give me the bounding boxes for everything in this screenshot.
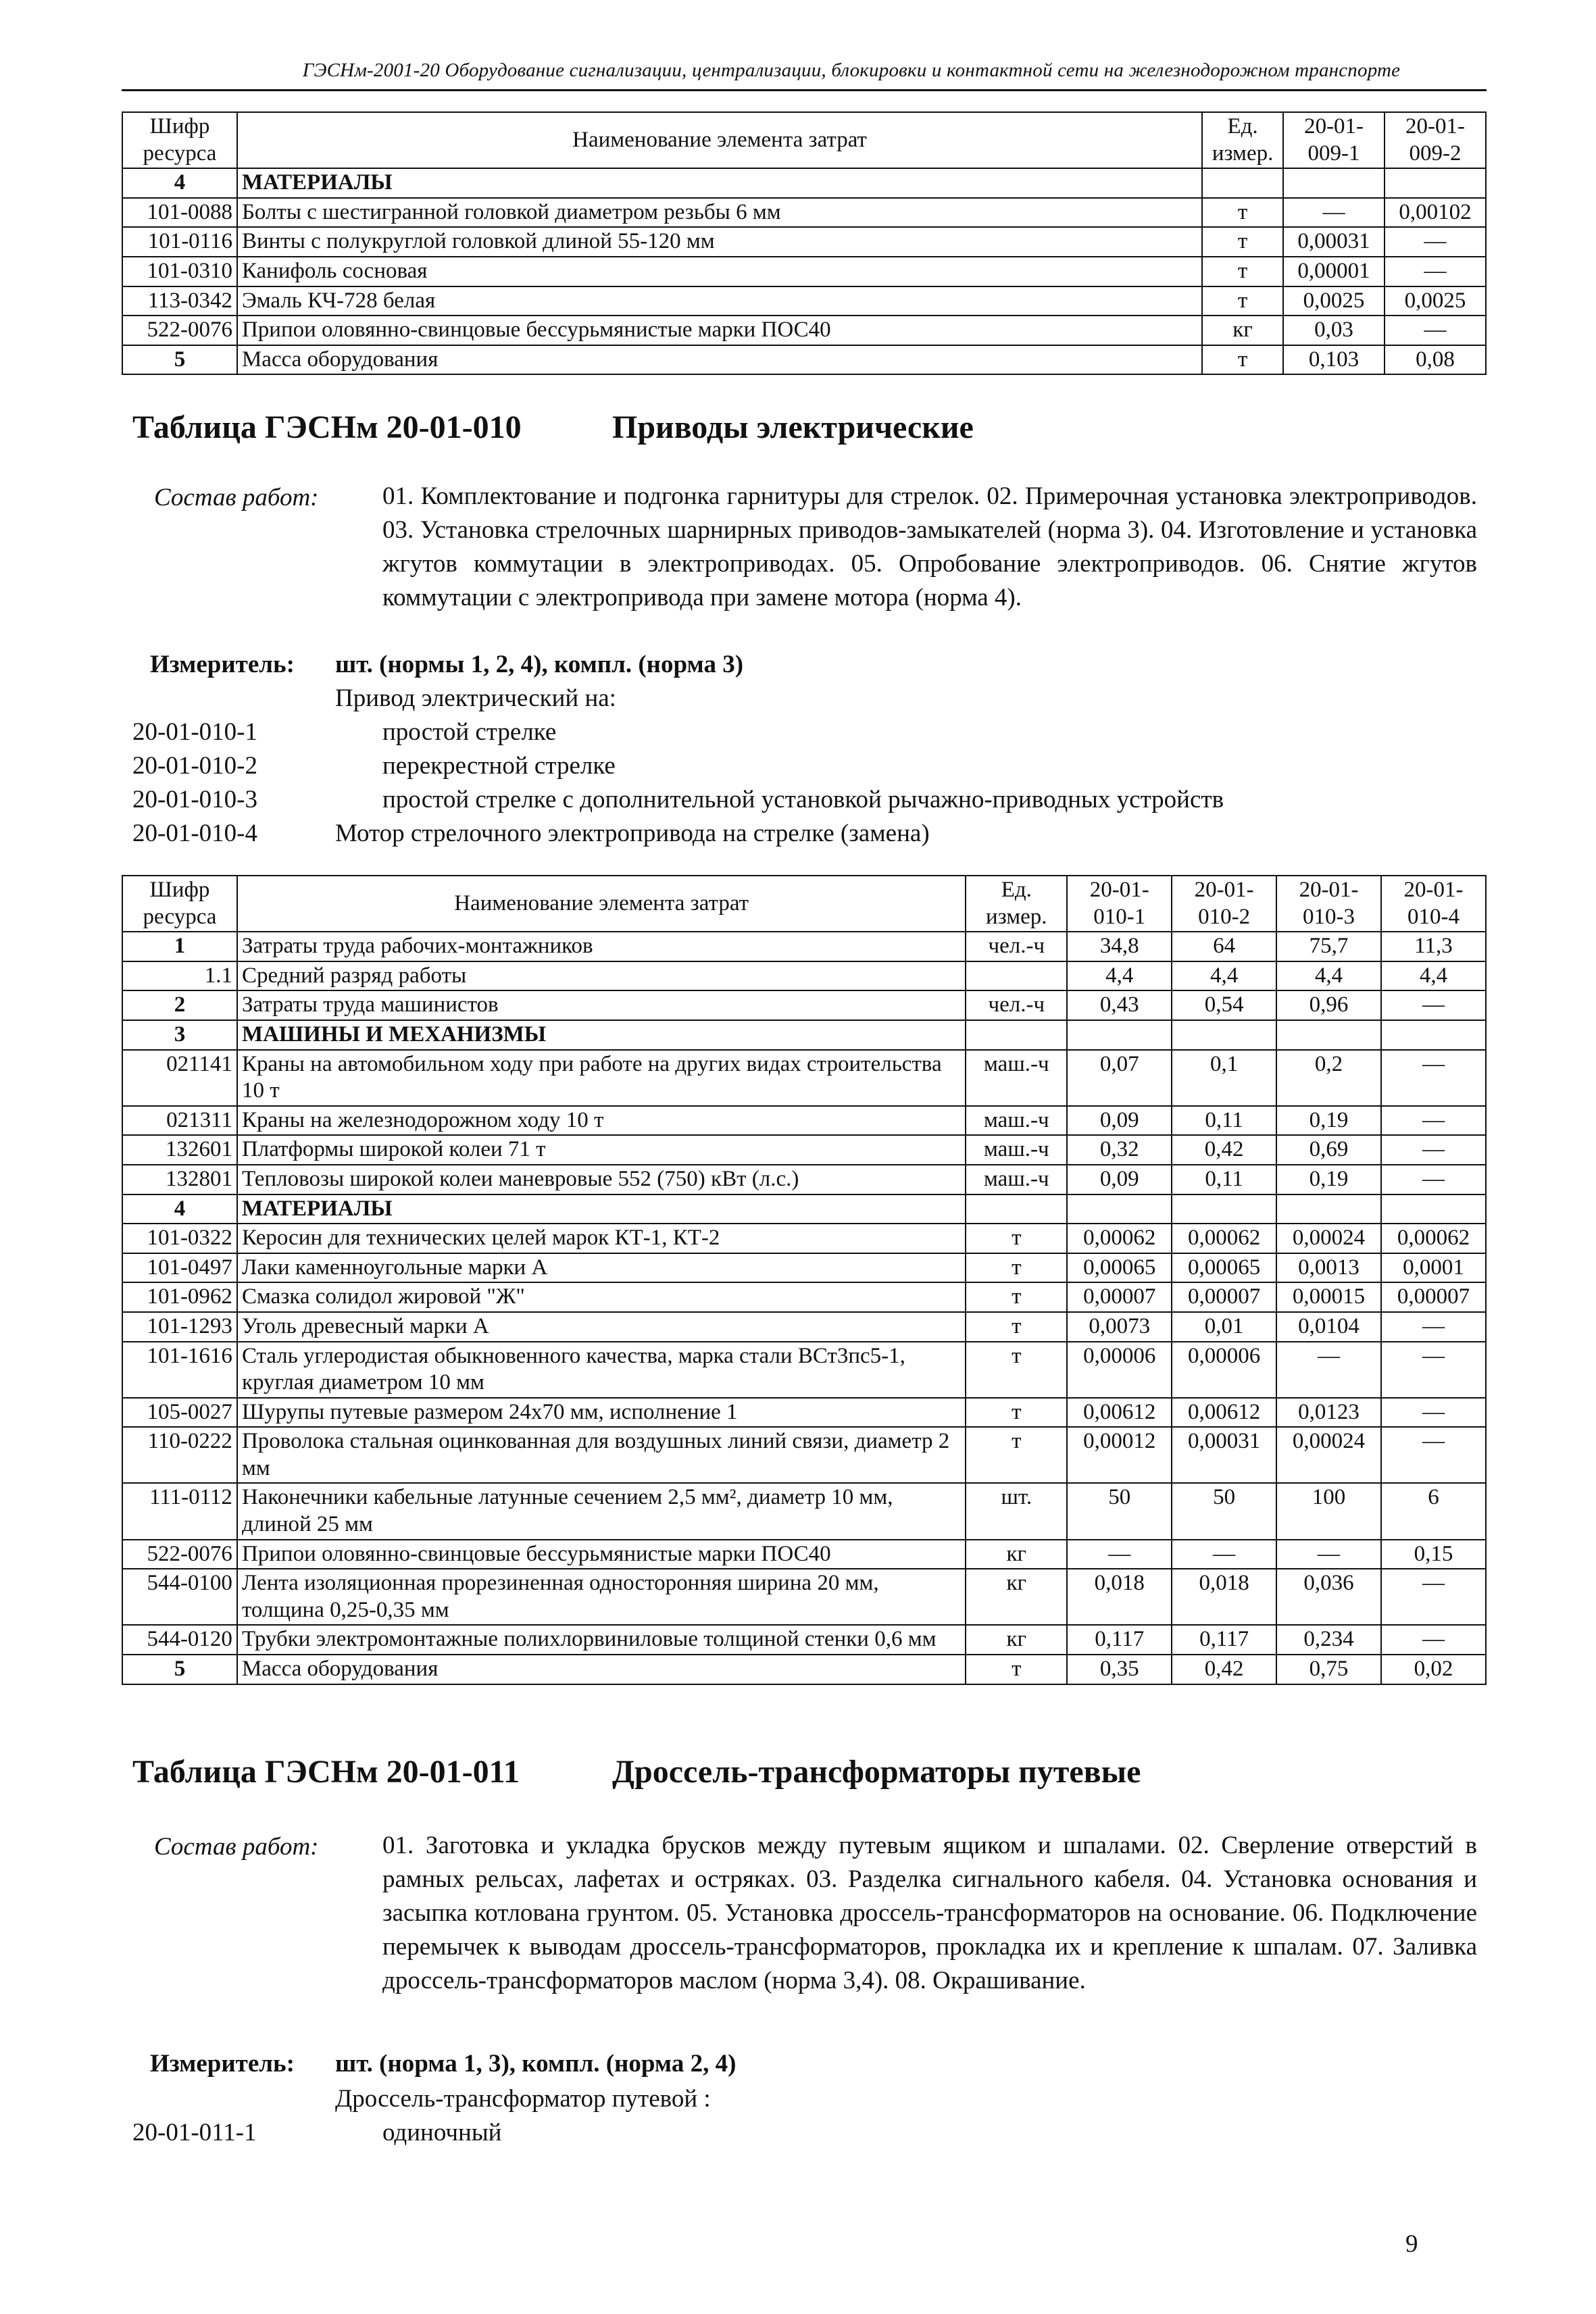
resource-code: 101-1293 [122,1312,237,1342]
norm-value: 0,103 [1283,345,1385,375]
norm-code: 20-01-010-3 [132,786,257,813]
norm-value: — [1276,1342,1381,1398]
norm-value: 0,00007 [1172,1282,1276,1312]
resource-code: 2 [122,990,237,1020]
norm-value: 0,0013 [1276,1253,1381,1283]
table-row [122,316,1486,345]
table-section-row [122,1194,1486,1224]
norm-value: 0,32 [1067,1135,1172,1165]
header-name: Наименование элемента затрат [237,112,1202,168]
norm-value: 0,117 [1172,1625,1276,1655]
norm-value: — [1381,1569,1486,1625]
unit-cell [966,1020,1067,1050]
work-composition-text: 01. Заготовка и укладка брусков между путевым ящиком и шпалами. 02. Сверление отверстий в рамных рельсах, лафетах и остряках. 03. Разделка сигнального кабеля. 04. Установка основания и засыпка котлована грунтом. 05. Установка дроссель-трансформаторов на основание. 06. Подключение перемычек к выводам дроссель-трансформаторов, прокладка их и крепление к шпалам. 07. Заливка дроссель-трансформаторов маслом (норма 3,4). 08. Окрашивание. [382,1832,1477,1994]
norm-value: 0,00102 [1385,198,1486,228]
resource-code: 132601 [122,1135,237,1165]
norm-value: 0,00006 [1172,1342,1276,1398]
header-unit: Ед. измер. [1202,112,1283,168]
norm-value [1276,1194,1381,1224]
resource-code: 5 [122,1655,237,1684]
measure-label: Измеритель: [150,651,295,678]
resource-code: 105-0027 [122,1398,237,1428]
norm-value [1172,1194,1276,1224]
norm-value: — [1381,1106,1486,1136]
norm-value: 0,69 [1276,1135,1381,1165]
norm-value: 0,0025 [1385,286,1486,316]
resource-code: 113-0342 [122,286,237,316]
cost-element-name: МАШИНЫ И МЕХАНИЗМЫ [237,1020,966,1050]
norm-value: 0,00065 [1067,1253,1172,1283]
norm-value: — [1381,1135,1486,1165]
resource-table-010 [122,875,1487,1685]
cost-element-name: Трубки электромонтажные полихлорвиниловые толщиной стенки 0,6 мм [237,1625,966,1655]
header-code: Шифр ресурса [122,112,237,168]
norm-value: 75,7 [1276,932,1381,961]
norm-value: 0,08 [1385,345,1486,375]
norm-value: 0,00012 [1067,1427,1172,1483]
norm-value: 0,00612 [1067,1398,1172,1428]
unit-cell: т [966,1224,1067,1253]
work-composition-label: Состав работ: [154,484,319,511]
header-unit: Ед. измер. [966,876,1067,932]
norm-value: — [1381,1398,1486,1428]
norm-value: 50 [1067,1483,1172,1539]
norm-value: 0,07 [1067,1050,1172,1106]
cost-element-name: Эмаль КЧ-728 белая [237,286,1202,316]
norm-value: 0,234 [1276,1625,1381,1655]
running-head: ГЭСНм-2001-20 Оборудование сигнализации, централизации, блокировки и контактной сети на железнодорожном транспорте [302,59,1401,81]
unit-cell: т [966,1398,1067,1428]
resource-code: 101-0088 [122,198,237,228]
cost-element-name: Средний разряд работы [237,961,966,991]
norm-value: — [1381,1050,1486,1106]
table-row [122,1165,1486,1194]
unit-cell: т [966,1427,1067,1483]
norm-value: 0,00006 [1067,1342,1172,1398]
table-row [122,1342,1486,1398]
unit-cell: кг [966,1625,1067,1655]
unit-cell [1202,168,1283,198]
unit-cell [966,1194,1067,1224]
cost-element-name: Уголь древесный марки А [237,1312,966,1342]
norm-code: 20-01-010-1 [132,718,257,746]
header-rule [122,89,1487,91]
norm-value: 0,19 [1276,1106,1381,1136]
resource-code: 021311 [122,1106,237,1136]
norm-value: 6 [1381,1483,1486,1539]
cost-element-name: Болты с шестигранной головкой диаметром резьбы 6 мм [237,198,1202,228]
header-norm-col: 20-01-010-1 [1067,876,1172,932]
resource-code: 4 [122,1194,237,1224]
norm-value: 0,00015 [1276,1282,1381,1312]
resource-code: 1 [122,932,237,961]
norm-value: 4,4 [1381,961,1486,991]
unit-cell: маш.-ч [966,1165,1067,1194]
norm-value: — [1283,198,1385,228]
norm-text: простой стрелке с дополнительной установкой рычажно-приводных устройств [382,786,1224,813]
resource-code: 101-0310 [122,257,237,286]
resource-code: 132801 [122,1165,237,1194]
table-section-row [122,1020,1486,1050]
norm-intro: Дроссель-трансформатор путевой : [335,2085,711,2113]
table-row [122,227,1486,257]
norm-value [1067,1020,1172,1050]
norm-value: 0,036 [1276,1569,1381,1625]
norm-value: 0,00065 [1172,1253,1276,1283]
unit-cell: маш.-ч [966,1106,1067,1136]
table-header-row [122,876,1486,932]
norm-value: — [1381,1165,1486,1194]
norm-value: 100 [1276,1483,1381,1539]
unit-cell: т [966,1312,1067,1342]
norm-value: 0,00031 [1172,1427,1276,1483]
table-row [122,990,1486,1020]
norm-value: 0,00062 [1381,1224,1486,1253]
norm-intro: Привод электрический на: [335,684,616,712]
unit-cell: шт. [966,1483,1067,1539]
measure-text: шт. (нормы 1, 2, 4), компл. (норма 3) [335,651,744,678]
norm-value: — [1381,1427,1486,1483]
norm-value: 0,018 [1067,1569,1172,1625]
table-row [122,257,1486,286]
cost-element-name: Краны на железнодорожном ходу 10 т [237,1106,966,1136]
norm-value: 0,00007 [1067,1282,1172,1312]
norm-value: 64 [1172,932,1276,961]
norm-value: 34,8 [1067,932,1172,961]
unit-cell: кг [966,1540,1067,1569]
norm-code: 20-01-010-4 [132,820,257,847]
norm-value: 0,2 [1276,1050,1381,1106]
norm-value: — [1172,1540,1276,1569]
cost-element-name: Затраты труда рабочих-монтажников [237,932,966,961]
table-row [122,1483,1486,1539]
norm-value: 0,0001 [1381,1253,1486,1283]
cost-element-name: Масса оборудования [237,345,1202,375]
resource-code: 4 [122,168,237,198]
table-row [122,286,1486,316]
table-section-row [122,168,1486,198]
header-name: Наименование элемента затрат [237,876,966,932]
resource-code: 544-0120 [122,1625,237,1655]
unit-cell: т [1202,345,1283,375]
norm-value: 0,02 [1381,1655,1486,1684]
resource-code: 522-0076 [122,1540,237,1569]
norm-value: 0,42 [1172,1135,1276,1165]
norm-code: 20-01-010-2 [132,752,257,780]
resource-code: 5 [122,345,237,375]
norm-text: простой стрелке [382,718,557,746]
cost-element-name: Винты с полукруглой головкой длиной 55-120 мм [237,227,1202,257]
table-number: Таблица ГЭСНм 20-01-010 [132,409,522,445]
unit-cell: т [1202,227,1283,257]
header-norm-col: 20-01-010-4 [1381,876,1486,932]
norm-value: 0,43 [1067,990,1172,1020]
unit-cell: чел.-ч [966,932,1067,961]
header-norm-col: 20-01-010-3 [1276,876,1381,932]
cost-element-name: Смазка солидол жировой "Ж" [237,1282,966,1312]
norm-value: — [1381,1625,1486,1655]
cost-element-name: Лаки каменноугольные марки А [237,1253,966,1283]
norm-value [1385,168,1486,198]
table-row [122,1106,1486,1136]
norm-value: 0,018 [1172,1569,1276,1625]
header-norm-col: 20-01-009-1 [1283,112,1385,168]
norm-value [1172,1020,1276,1050]
norm-value: — [1385,227,1486,257]
table-row [122,1282,1486,1312]
table-row [122,345,1486,375]
cost-element-name: МАТЕРИАЛЫ [237,1194,966,1224]
resource-code: 101-0497 [122,1253,237,1283]
norm-value: 0,54 [1172,990,1276,1020]
norm-value: 4,4 [1172,961,1276,991]
norm-value: 0,117 [1067,1625,1172,1655]
table-row [122,1050,1486,1106]
norm-text: перекрестной стрелке [382,752,616,780]
norm-value: 50 [1172,1483,1276,1539]
norm-value: 0,09 [1067,1165,1172,1194]
unit-cell: маш.-ч [966,1135,1067,1165]
norm-value: 0,15 [1381,1540,1486,1569]
cost-element-name: Тепловозы широкой колеи маневровые 552 (750) кВт (л.с.) [237,1165,966,1194]
table-header-row [122,112,1486,168]
header-norm-col: 20-01-009-2 [1385,112,1486,168]
table-row [122,1135,1486,1165]
norm-value: 0,01 [1172,1312,1276,1342]
norm-value [1276,1020,1381,1050]
table-row [122,1398,1486,1428]
table-row [122,1427,1486,1483]
norm-value: — [1385,257,1486,286]
cost-element-name: Краны на автомобильном ходу при работе на других видах строительства 10 т [237,1050,966,1106]
table-row [122,1312,1486,1342]
cost-element-name: Проволока стальная оцинкованная для воздушных линий связи, диаметр 2 мм [237,1427,966,1483]
cost-element-name: Затраты труда машинистов [237,990,966,1020]
norm-value: — [1385,316,1486,345]
resource-code: 1.1 [122,961,237,991]
norm-value: 0,00031 [1283,227,1385,257]
norm-value: 0,75 [1276,1655,1381,1684]
norm-value: 0,0025 [1283,286,1385,316]
norm-value: — [1276,1540,1381,1569]
measure-text: шт. (норма 1, 3), компл. (норма 2, 4) [335,2050,737,2078]
norm-value: 4,4 [1067,961,1172,991]
cost-element-name: Сталь углеродистая обыкновенного качества, марка стали ВСт3пс5-1, круглая диаметром 10 мм [237,1342,966,1398]
norm-value: 0,00024 [1276,1224,1381,1253]
norm-value: 0,00062 [1067,1224,1172,1253]
unit-cell: кг [1202,316,1283,345]
unit-cell: чел.-ч [966,990,1067,1020]
header-code: Шифр ресурса [122,876,237,932]
header-norm-col: 20-01-010-2 [1172,876,1276,932]
cost-element-name: Канифоль сосновая [237,257,1202,286]
table-number: Таблица ГЭСНм 20-01-011 [132,1754,520,1790]
resource-code: 101-0962 [122,1282,237,1312]
norm-value: — [1381,1342,1486,1398]
table-row [122,198,1486,228]
cost-element-name: Шурупы путевые размером 24х70 мм, исполнение 1 [237,1398,966,1428]
norm-value: — [1067,1540,1172,1569]
page-number: 9 [1405,2230,1418,2258]
norm-value: 0,00612 [1172,1398,1276,1428]
norm-value: 0,00007 [1381,1282,1486,1312]
norm-value: 0,0123 [1276,1398,1381,1428]
table-row [122,961,1486,991]
unit-cell: кг [966,1569,1067,1625]
work-composition-label: Состав работ: [154,1833,319,1861]
norm-value: 0,11 [1172,1106,1276,1136]
norm-text: одиночный [382,2119,502,2146]
resource-code: 110-0222 [122,1427,237,1483]
norm-value: 0,09 [1067,1106,1172,1136]
norm-code: 20-01-011-1 [132,2119,257,2146]
table-row [122,1569,1486,1625]
table-row [122,1625,1486,1655]
norm-value [1283,168,1385,198]
unit-cell: т [966,1282,1067,1312]
unit-cell: т [1202,286,1283,316]
resource-code: 544-0100 [122,1569,237,1625]
norm-value: 0,19 [1276,1165,1381,1194]
unit-cell: т [1202,257,1283,286]
norm-value [1381,1020,1486,1050]
cost-element-name: МАТЕРИАЛЫ [237,168,1202,198]
cost-element-name: Платформы широкой колеи 71 т [237,1135,966,1165]
norm-value: 0,03 [1283,316,1385,345]
cost-element-name: Наконечники кабельные латунные сечением 2,5 мм², диаметр 10 мм, длиной 25 мм [237,1483,966,1539]
cost-element-name: Масса оборудования [237,1655,966,1684]
unit-cell: т [966,1655,1067,1684]
norm-text: Мотор стрелочного электропривода на стрелке (замена) [335,820,930,847]
work-composition-text: 01. Комплектование и подгонка гарнитуры для стрелок. 02. Примерочная установка электроприводов. 03. Установка стрелочных шарнирных приводов-замыкателей (норма 3). 04. Изготовление и установка жгутов коммутации в электроприводах. 05. Опробование электроприводов. 06. Снятие жгутов коммутации с электропривода при замене мотора (норма 4). [382,482,1477,611]
resource-code: 021141 [122,1050,237,1106]
resource-code: 3 [122,1020,237,1050]
table-row [122,1224,1486,1253]
unit-cell [966,961,1067,991]
norm-value: 0,35 [1067,1655,1172,1684]
table-row [122,932,1486,961]
resource-code: 101-0322 [122,1224,237,1253]
cost-element-name: Припои оловянно-свинцовые бессурьмянистые марки ПОС40 [237,1540,966,1569]
measure-label: Измеритель: [150,2050,295,2078]
table-name: Дроссель-трансформаторы путевые [612,1754,1141,1790]
unit-cell: т [1202,198,1283,228]
norm-value [1381,1194,1486,1224]
resource-table-009 [122,111,1487,375]
norm-value: — [1381,1312,1486,1342]
resource-code: 522-0076 [122,316,237,345]
norm-value: 11,3 [1381,932,1486,961]
table-name: Приводы электрические [612,409,974,445]
unit-cell: т [966,1253,1067,1283]
table-title-010 [132,409,1349,449]
cost-element-name: Керосин для технических целей марок КТ-1, КТ-2 [237,1224,966,1253]
norm-value: 0,0073 [1067,1312,1172,1342]
norm-value [1067,1194,1172,1224]
norm-value: 0,11 [1172,1165,1276,1194]
table-row [122,1655,1486,1684]
resource-code: 101-1616 [122,1342,237,1398]
table-title-011 [132,1753,1349,1794]
norm-value: 0,42 [1172,1655,1276,1684]
norm-value: 4,4 [1276,961,1381,991]
table-row [122,1540,1486,1569]
norm-value: 0,1 [1172,1050,1276,1106]
resource-code: 101-0116 [122,227,237,257]
unit-cell: маш.-ч [966,1050,1067,1106]
norm-value: 0,00062 [1172,1224,1276,1253]
unit-cell: т [966,1342,1067,1398]
resource-code: 111-0112 [122,1483,237,1539]
norm-value: 0,00024 [1276,1427,1381,1483]
table-row [122,1253,1486,1283]
norm-value: 0,00001 [1283,257,1385,286]
norm-value: 0,96 [1276,990,1381,1020]
norm-value: — [1381,990,1486,1020]
norm-value: 0,0104 [1276,1312,1381,1342]
cost-element-name: Лента изоляционная прорезиненная односторонняя ширина 20 мм, толщина 0,25-0,35 мм [237,1569,966,1625]
cost-element-name: Припои оловянно-свинцовые бессурьмянистые марки ПОС40 [237,316,1202,345]
